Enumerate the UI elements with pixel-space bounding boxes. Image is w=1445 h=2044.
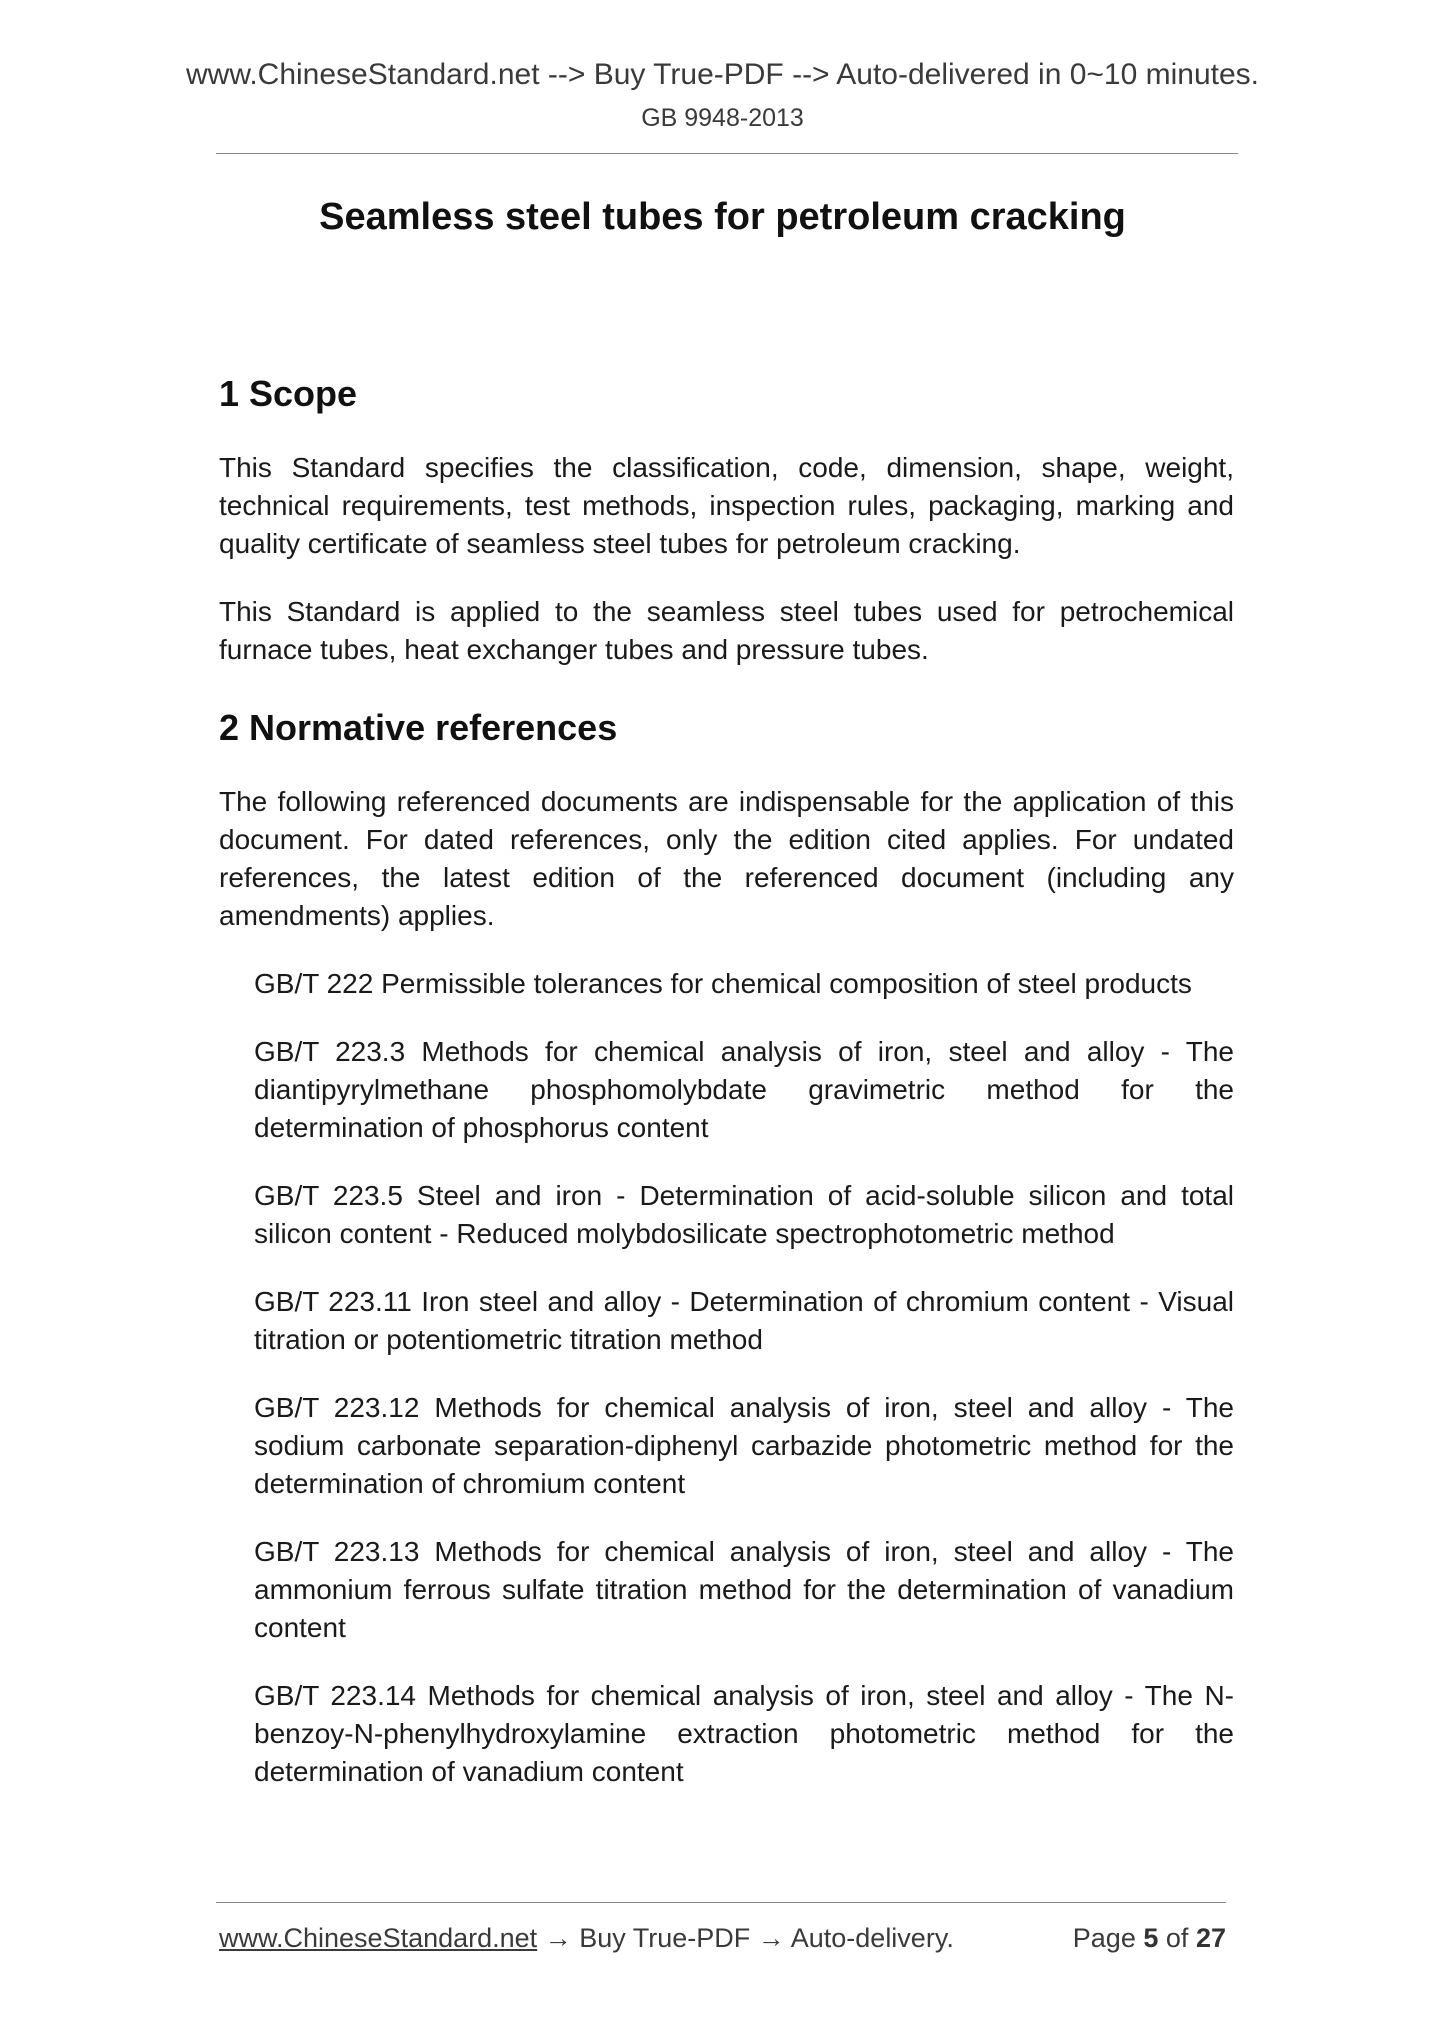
document-body	[219, 367, 1234, 1791]
footer-site-link[interactable]: www.ChineseStandard.net	[219, 1923, 538, 1953]
footer-divider	[216, 1902, 1226, 1903]
page-total: 27	[1195, 1923, 1226, 1953]
reference-item-gbt-223-5: GB/T 223.5 Steel and iron - Determination of acid-soluble silicon and total silicon content - Reduced molybdosilicate spectrophotometric method	[254, 1180, 1234, 1249]
reference-item-gbt-222: GB/T 222 Permissible tolerances for chemical composition of steel products	[254, 968, 1192, 999]
page-number: 5	[1143, 1923, 1159, 1953]
section-heading-normative-references: 2 Normative references	[219, 707, 618, 748]
page-label: Page	[1072, 1923, 1136, 1953]
page-indicator	[1073, 1923, 1226, 1954]
document-title: Seamless steel tubes for petroleum cracking	[319, 196, 1126, 238]
reference-item-gbt-223-14: GB/T 223.14 Methods for chemical analysis of iron, steel and alloy - The N-benzoy-N-phenylhydroxylamine extraction photometric method for the determination of vanadium content	[254, 1680, 1234, 1787]
section-heading-scope: 1 Scope	[219, 373, 358, 414]
reference-item-gbt-223-11: GB/T 223.11 Iron steel and alloy - Determination of chromium content - Visual titration or potentiometric titration method	[254, 1286, 1234, 1355]
reference-item-gbt-223-12: GB/T 223.12 Methods for chemical analysis of iron, steel and alloy - The sodium carbonate separation-diphenyl carbazide photometric method for the determination of chromium content	[254, 1392, 1234, 1499]
footer-promo-text: → Buy True-PDF → Auto-delivery.	[537, 1923, 954, 1953]
scope-paragraph-2: This Standard is applied to the seamless steel tubes used for petrochemical furnace tubes, heat exchanger tubes and pressure tubes.	[219, 596, 1234, 665]
normative-intro: The following referenced documents are indispensable for the application of this document. For dated references, only the edition cited applies. For undated references, the latest edition of the referenced document (including any amendments) applies.	[219, 786, 1234, 931]
footer-promo	[219, 1923, 954, 1954]
scope-paragraph-1: This Standard specifies the classification, code, dimension, shape, weight, technical requirements, test methods, inspection rules, packaging, marking and quality certificate of seamless steel tubes for petroleum cracking.	[219, 452, 1234, 559]
reference-item-gbt-223-3: GB/T 223.3 Methods for chemical analysis of iron, steel and alloy - The diantipyrylmethane phosphomolybdate gravimetric method for the determination of phosphorus content	[254, 1036, 1234, 1143]
of-label: of	[1165, 1923, 1189, 1953]
reference-item-gbt-223-13: GB/T 223.13 Methods for chemical analysis of iron, steel and alloy - The ammonium ferrous sulfate titration method for the determination of vanadium content	[254, 1536, 1234, 1643]
header-banner: www.ChineseStandard.net --> Buy True-PDF --> Auto-delivered in 0~10 minutes.	[185, 58, 1260, 91]
standard-code: GB 9948-2013	[641, 104, 804, 132]
header-divider	[216, 153, 1238, 154]
